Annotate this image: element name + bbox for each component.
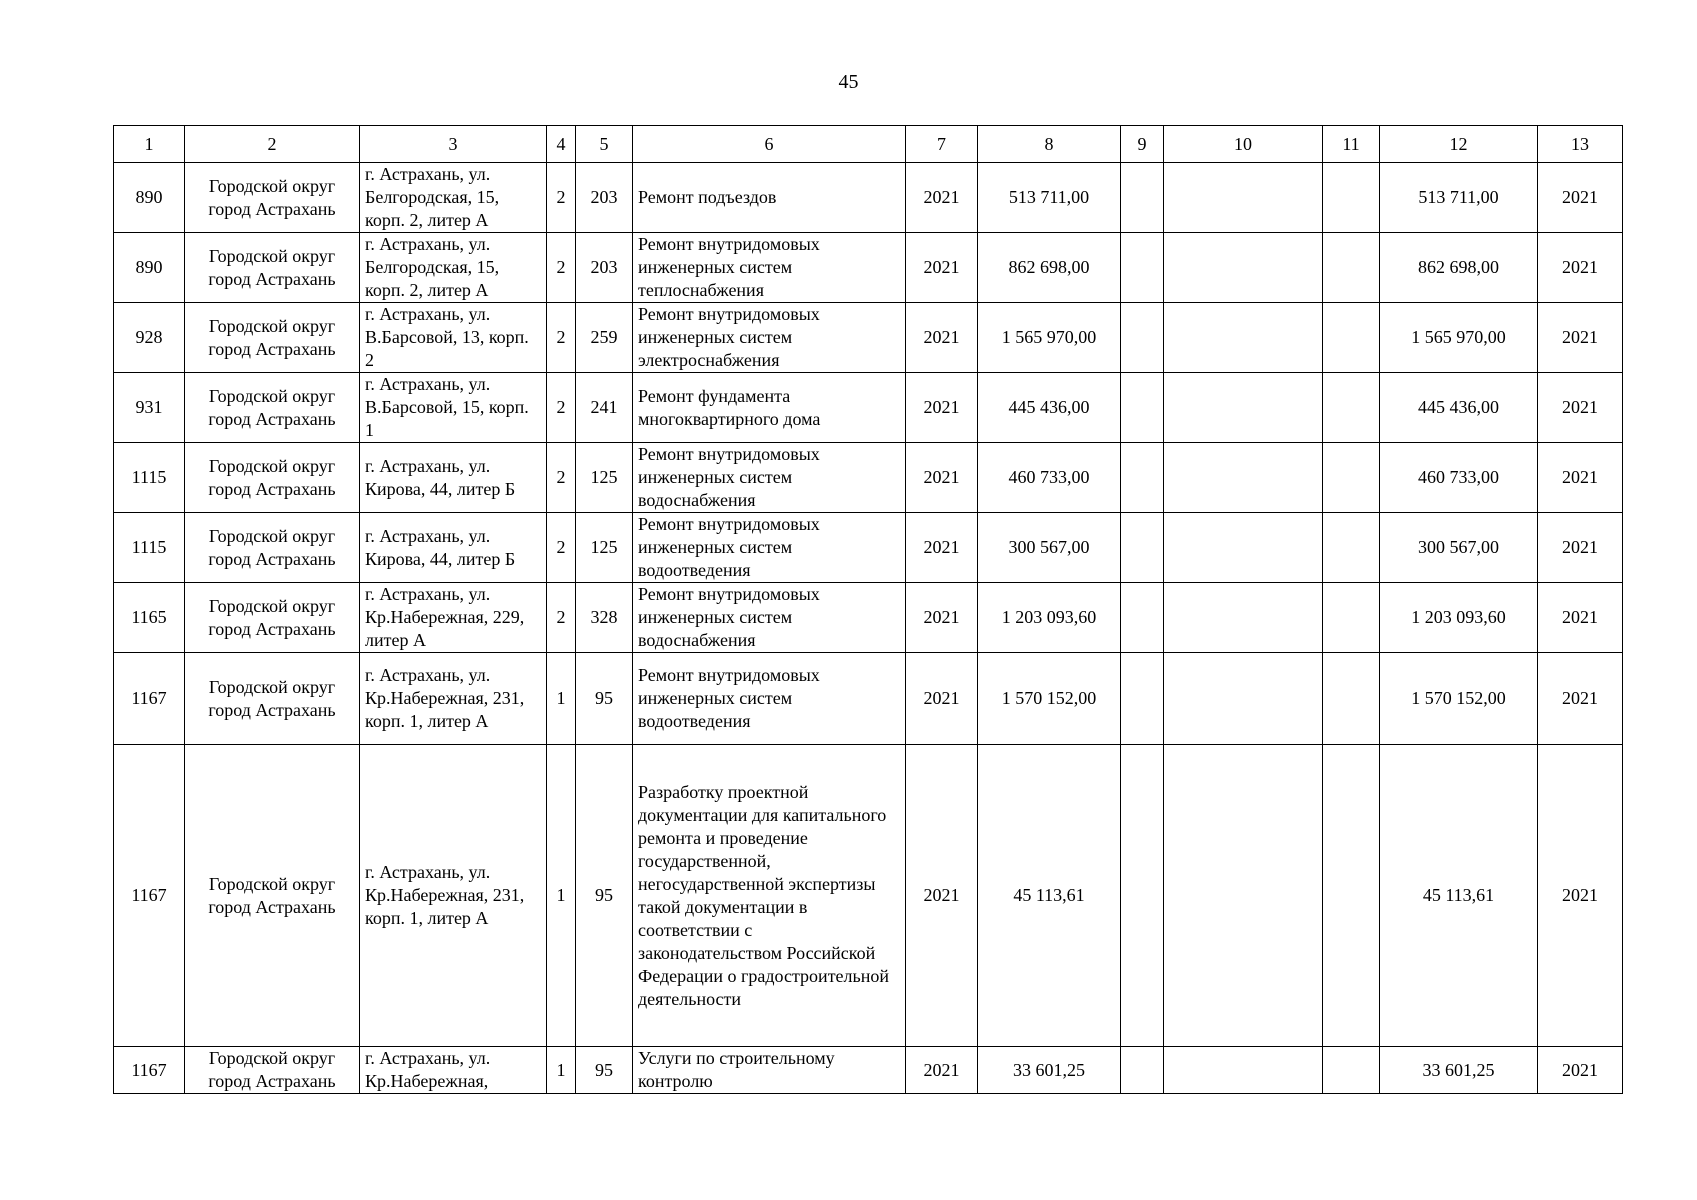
table-row [114,653,1623,745]
table-row [114,583,1623,653]
cell-year-end: 2021 [1538,1047,1623,1094]
table-row [114,163,1623,233]
cell-work-type: Разработку проектной документации для капитального ремонта и проведение государственной, негосударственной экспертизы такой документации в соответствии с законодательством Российской Федерации о градостроительной деятельности [633,745,906,1047]
cell-work-type: Ремонт внутридомовых инженерных систем теплоснабжения [633,233,906,303]
column-header: 5 [576,126,633,163]
cell-address: г. Астрахань, ул. Кр.Набережная, [360,1047,547,1094]
cell-amount-total: 33 601,25 [1380,1047,1538,1094]
cell-amount-total: 45 113,61 [1380,745,1538,1047]
cell-id: 1115 [114,513,185,583]
cell-col9 [1121,745,1164,1047]
cell-amount: 1 565 970,00 [978,303,1121,373]
cell-amount: 460 733,00 [978,443,1121,513]
cell-col9 [1121,1047,1164,1094]
cell-year-end: 2021 [1538,163,1623,233]
cell-amount: 513 711,00 [978,163,1121,233]
cell-col4: 1 [547,745,576,1047]
cell-work-type: Услуги по строительному контролю [633,1047,906,1094]
cell-year-end: 2021 [1538,583,1623,653]
cell-col10 [1164,745,1323,1047]
cell-col11 [1323,233,1380,303]
cell-id: 1167 [114,1047,185,1094]
cell-col4: 1 [547,653,576,745]
cell-address: г. Астрахань, ул. Белгородская, 15, корп. 2, литер А [360,233,547,303]
cell-municipality: Городской округ город Астрахань [185,583,360,653]
cell-col9 [1121,653,1164,745]
cell-col5: 203 [576,163,633,233]
cell-year: 2021 [906,443,978,513]
column-header: 7 [906,126,978,163]
cell-col4: 2 [547,303,576,373]
cell-amount: 300 567,00 [978,513,1121,583]
cell-col10 [1164,303,1323,373]
cell-year: 2021 [906,513,978,583]
cell-col9 [1121,233,1164,303]
table-row [114,373,1623,443]
column-header: 4 [547,126,576,163]
cell-id: 1167 [114,745,185,1047]
cell-id: 890 [114,163,185,233]
column-header: 11 [1323,126,1380,163]
cell-municipality: Городской округ город Астрахань [185,303,360,373]
cell-col11 [1323,303,1380,373]
cell-col11 [1323,583,1380,653]
cell-amount-total: 1 203 093,60 [1380,583,1538,653]
cell-col4: 2 [547,583,576,653]
cell-year: 2021 [906,373,978,443]
cell-col11 [1323,443,1380,513]
cell-amount-total: 862 698,00 [1380,233,1538,303]
cell-year-end: 2021 [1538,443,1623,513]
cell-year-end: 2021 [1538,653,1623,745]
cell-amount: 33 601,25 [978,1047,1121,1094]
cell-year-end: 2021 [1538,303,1623,373]
cell-address: г. Астрахань, ул. В.Барсовой, 13, корп. 2 [360,303,547,373]
cell-col10 [1164,653,1323,745]
table-row [114,233,1623,303]
cell-year-end: 2021 [1538,373,1623,443]
cell-year: 2021 [906,163,978,233]
cell-address: г. Астрахань, ул. В.Барсовой, 15, корп. 1 [360,373,547,443]
cell-id: 890 [114,233,185,303]
cell-col4: 2 [547,443,576,513]
registry-table [113,125,1623,1094]
cell-address: г. Астрахань, ул. Кирова, 44, литер Б [360,513,547,583]
cell-col4: 2 [547,373,576,443]
cell-address: г. Астрахань, ул. Кирова, 44, литер Б [360,443,547,513]
cell-col5: 328 [576,583,633,653]
cell-year-end: 2021 [1538,233,1623,303]
cell-col10 [1164,443,1323,513]
cell-col5: 259 [576,303,633,373]
cell-col9 [1121,583,1164,653]
page-number: 45 [838,71,859,93]
cell-amount: 1 203 093,60 [978,583,1121,653]
cell-col10 [1164,583,1323,653]
cell-address: г. Астрахань, ул. Кр.Набережная, 231, корп. 1, литер А [360,653,547,745]
cell-col11 [1323,1047,1380,1094]
cell-col9 [1121,513,1164,583]
table-row [114,443,1623,513]
cell-amount-total: 1 565 970,00 [1380,303,1538,373]
cell-col10 [1164,373,1323,443]
cell-col5: 203 [576,233,633,303]
cell-year: 2021 [906,745,978,1047]
cell-work-type: Ремонт внутридомовых инженерных систем водоотведения [633,653,906,745]
column-header: 6 [633,126,906,163]
cell-col4: 2 [547,233,576,303]
cell-amount-total: 460 733,00 [1380,443,1538,513]
column-header: 10 [1164,126,1323,163]
column-header: 3 [360,126,547,163]
column-header: 1 [114,126,185,163]
cell-col11 [1323,373,1380,443]
cell-address: г. Астрахань, ул. Кр.Набережная, 229, литер А [360,583,547,653]
cell-id: 1115 [114,443,185,513]
cell-col4: 2 [547,513,576,583]
cell-year: 2021 [906,1047,978,1094]
cell-year-end: 2021 [1538,513,1623,583]
cell-amount-total: 1 570 152,00 [1380,653,1538,745]
cell-col9 [1121,163,1164,233]
header-row [114,126,1623,163]
cell-col5: 241 [576,373,633,443]
cell-amount: 862 698,00 [978,233,1121,303]
cell-municipality: Городской округ город Астрахань [185,373,360,443]
cell-amount-total: 445 436,00 [1380,373,1538,443]
column-header: 13 [1538,126,1623,163]
cell-municipality: Городской округ город Астрахань [185,233,360,303]
cell-col5: 95 [576,745,633,1047]
cell-col5: 95 [576,1047,633,1094]
cell-col4: 2 [547,163,576,233]
column-header: 2 [185,126,360,163]
cell-col11 [1323,745,1380,1047]
cell-col11 [1323,163,1380,233]
cell-year: 2021 [906,233,978,303]
cell-work-type: Ремонт подъездов [633,163,906,233]
cell-work-type: Ремонт внутридомовых инженерных систем водоснабжения [633,583,906,653]
table-body [114,163,1623,1094]
cell-col9 [1121,303,1164,373]
cell-amount: 445 436,00 [978,373,1121,443]
cell-work-type: Ремонт внутридомовых инженерных систем водоотведения [633,513,906,583]
table-row [114,303,1623,373]
cell-amount: 1 570 152,00 [978,653,1121,745]
cell-amount-total: 513 711,00 [1380,163,1538,233]
column-header: 9 [1121,126,1164,163]
cell-year-end: 2021 [1538,745,1623,1047]
cell-col11 [1323,653,1380,745]
cell-id: 1167 [114,653,185,745]
cell-municipality: Городской округ город Астрахань [185,163,360,233]
table-header [114,126,1623,163]
cell-municipality: Городской округ город Астрахань [185,443,360,513]
cell-municipality: Городской округ город Астрахань [185,1047,360,1094]
table-row [114,745,1623,1047]
cell-col5: 125 [576,513,633,583]
cell-year: 2021 [906,653,978,745]
cell-work-type: Ремонт фундамента многоквартирного дома [633,373,906,443]
cell-col10 [1164,163,1323,233]
cell-municipality: Городской округ город Астрахань [185,653,360,745]
cell-work-type: Ремонт внутридомовых инженерных систем водоснабжения [633,443,906,513]
cell-id: 928 [114,303,185,373]
cell-col9 [1121,443,1164,513]
cell-col11 [1323,513,1380,583]
cell-col10 [1164,233,1323,303]
cell-col9 [1121,373,1164,443]
cell-col5: 125 [576,443,633,513]
cell-id: 1165 [114,583,185,653]
cell-address: г. Астрахань, ул. Кр.Набережная, 231, корп. 1, литер А [360,745,547,1047]
cell-amount-total: 300 567,00 [1380,513,1538,583]
cell-col4: 1 [547,1047,576,1094]
table-row [114,513,1623,583]
cell-id: 931 [114,373,185,443]
cell-year: 2021 [906,303,978,373]
cell-work-type: Ремонт внутридомовых инженерных систем электроснабжения [633,303,906,373]
column-header: 8 [978,126,1121,163]
cell-municipality: Городской округ город Астрахань [185,745,360,1047]
column-header: 12 [1380,126,1538,163]
cell-col10 [1164,513,1323,583]
cell-municipality: Городской округ город Астрахань [185,513,360,583]
cell-year: 2021 [906,583,978,653]
cell-col10 [1164,1047,1323,1094]
table-row [114,1047,1623,1094]
cell-amount: 45 113,61 [978,745,1121,1047]
cell-address: г. Астрахань, ул. Белгородская, 15, корп. 2, литер А [360,163,547,233]
cell-col5: 95 [576,653,633,745]
